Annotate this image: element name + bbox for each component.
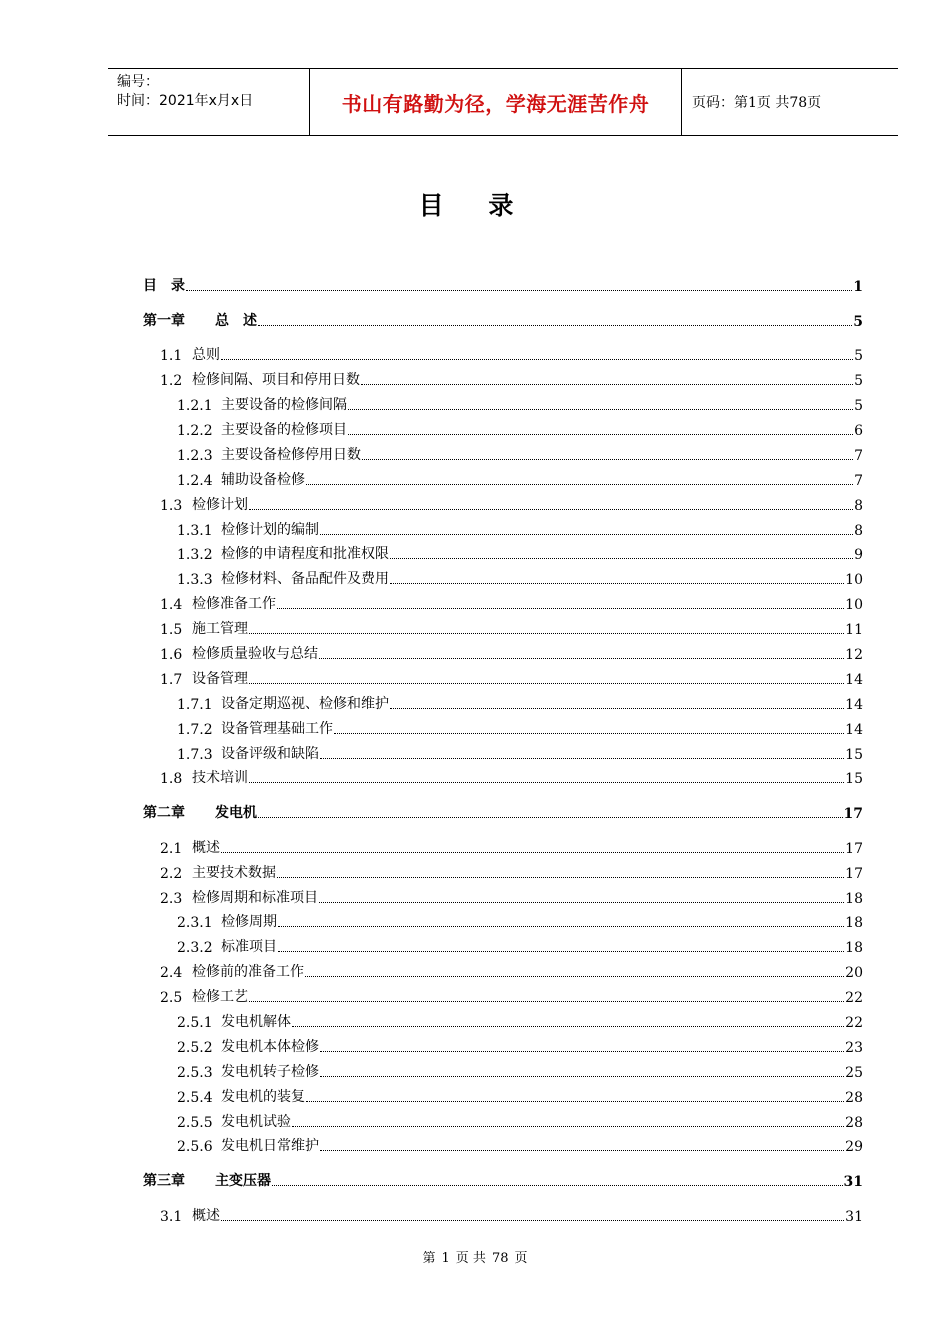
toc-entry-number: 第三章 [143, 1173, 185, 1190]
toc-entry-title: 发电机日常维护 [221, 1138, 319, 1155]
toc-dot-leader [258, 325, 852, 326]
toc-dot-leader [221, 852, 844, 853]
toc-dot-leader [272, 1185, 843, 1186]
toc-entry-number: 2.5.1 [177, 1015, 213, 1032]
toc-entry[interactable] [143, 663, 863, 688]
toc-dot-leader [320, 534, 853, 535]
toc-entry-number: 1.7.1 [177, 696, 213, 713]
toc-entry-page: 29 [845, 1139, 863, 1156]
footer-prefix: 第 [422, 1251, 436, 1266]
toc-entry-number: 1.8 [160, 771, 183, 788]
toc-entry-page: 14 [845, 696, 863, 713]
header-page-info: 页码：第1页 共78页 [692, 95, 822, 111]
toc-entry-number: 2.5.5 [177, 1114, 213, 1131]
toc-entry-page: 18 [845, 915, 863, 932]
toc-entry-number: 1.3 [160, 497, 183, 514]
toc-dot-leader [306, 1101, 844, 1102]
toc-entry-number: 2.4 [160, 965, 183, 982]
toc-entry-title: 设备管理 [192, 670, 248, 687]
toc-dot-leader [292, 1126, 844, 1127]
toc-dot-leader [390, 583, 844, 584]
toc-entry-page: 17 [843, 806, 863, 823]
toc-entry-page: 7 [854, 472, 863, 489]
toc-entry[interactable] [143, 364, 863, 389]
toc-entry-page: 22 [845, 1015, 863, 1032]
toc-entry[interactable] [143, 1081, 863, 1106]
toc-entry-page: 17 [845, 865, 863, 882]
toc-entry[interactable] [143, 738, 863, 763]
toc-entry-title: 发电机解体 [221, 1014, 291, 1031]
toc-entry-title: 检修周期 [221, 914, 277, 931]
toc-dot-leader [249, 683, 844, 684]
toc-entry[interactable] [143, 1165, 863, 1190]
toc-dot-leader [320, 758, 844, 759]
toc-entry-title: 施工管理 [192, 621, 248, 638]
toc-entry-page: 6 [854, 422, 863, 439]
toc-entry[interactable] [143, 489, 863, 514]
toc-entry[interactable] [143, 763, 863, 788]
footer-total-pages: 78 [491, 1251, 509, 1266]
toc-entry-title: 设备评级和缺陷 [221, 745, 319, 762]
toc-entry-page: 5 [854, 398, 863, 415]
toc-entry-page: 10 [845, 597, 863, 614]
toc-entry-page: 1 [853, 278, 863, 295]
toc-entry[interactable] [143, 563, 863, 588]
toc-entry[interactable] [143, 931, 863, 956]
toc-entry-title: 发电机试验 [221, 1113, 291, 1130]
toc-entry-number: 1.2 [160, 373, 183, 390]
toc-entry-title: 概述 [192, 839, 220, 856]
footer-current-page: 1 [441, 1251, 450, 1266]
toc-entry-page: 25 [845, 1064, 863, 1081]
toc-entry-page: 5 [854, 373, 863, 390]
toc-entry-page: 9 [854, 547, 863, 564]
page-title: 目 录 [418, 191, 532, 220]
toc-entry-page: 18 [845, 890, 863, 907]
toc-dot-leader [221, 359, 853, 360]
toc-dot-leader [320, 1076, 844, 1077]
toc-entry-title: 检修计划的编制 [221, 521, 319, 538]
time-label: 时间：2021年x月x日 [117, 93, 254, 109]
toc-entry-page: 17 [845, 840, 863, 857]
toc-entry-title: 检修质量验收与总结 [192, 645, 318, 662]
toc-entry-number: 第一章 [143, 312, 185, 329]
toc-entry-title: 检修的申请程度和批准权限 [221, 546, 389, 563]
toc-entry-number: 2.5.2 [177, 1039, 213, 1056]
toc-entry[interactable] [143, 514, 863, 539]
toc-entry-page: 10 [845, 572, 863, 589]
header-meta [108, 69, 310, 135]
toc-entry-page: 8 [854, 522, 863, 539]
toc-entry[interactable] [143, 414, 863, 439]
footer-suffix: 页 [514, 1251, 528, 1266]
toc-dot-leader [249, 509, 853, 510]
toc-entry-number: 1.5 [160, 622, 183, 639]
toc-entry-number: 1.7 [160, 671, 183, 688]
toc-entry-title: 标准项目 [221, 939, 277, 956]
toc-entry-page: 28 [845, 1089, 863, 1106]
toc-entry-number: 1.2.3 [177, 447, 213, 464]
toc-entry-number: 2.3.1 [177, 915, 213, 932]
toc-entry-title: 总 述 [215, 312, 257, 329]
toc-entry-number: 1.4 [160, 597, 183, 614]
toc-dot-leader [306, 484, 853, 485]
toc-entry-title: 检修计划 [192, 496, 248, 513]
toc-entry[interactable] [143, 857, 863, 882]
toc-entry-title: 检修工艺 [192, 989, 248, 1006]
toc-entry-title: 发电机的装复 [221, 1088, 305, 1105]
toc-entry-title: 主要设备的检修间隔 [221, 397, 347, 414]
toc-entry[interactable] [143, 981, 863, 1006]
toc-entry-number: 1.7.3 [177, 746, 213, 763]
toc-entry-page: 31 [845, 1208, 863, 1225]
toc-entry-title: 主要技术数据 [192, 864, 276, 881]
toc-entry-title: 设备定期巡视、检修和维护 [221, 695, 389, 712]
toc-dot-leader [278, 926, 844, 927]
toc-entry-number: 2.1 [160, 840, 183, 857]
toc-entry-number: 1.1 [160, 348, 183, 365]
toc-entry[interactable] [143, 688, 863, 713]
toc-entry-number: 第二章 [143, 805, 185, 822]
toc-entry-number: 2.2 [160, 865, 183, 882]
code-label: 编号： [117, 74, 159, 90]
toc-entry-page: 20 [845, 965, 863, 982]
toc-entry-title: 检修间隔、项目和停用日数 [192, 372, 360, 389]
toc-entry-title: 检修材料、备品配件及费用 [221, 571, 389, 588]
toc-dot-leader [186, 290, 852, 291]
toc-entry[interactable] [143, 832, 863, 857]
toc-dot-leader [258, 817, 843, 818]
toc-entry-title: 检修准备工作 [192, 596, 276, 613]
toc-entry-title: 主要设备的检修项目 [221, 421, 347, 438]
toc-entry-page: 8 [854, 497, 863, 514]
toc-entry-title: 目 录 [143, 277, 185, 294]
toc-entry-number: 1.6 [160, 646, 183, 663]
toc-entry-page: 11 [845, 622, 863, 639]
toc-entry[interactable] [143, 270, 863, 295]
toc-dot-leader [361, 384, 853, 385]
toc-entry-page: 15 [845, 746, 863, 763]
toc-entry-title: 检修前的准备工作 [192, 964, 304, 981]
toc-entry-title: 技术培训 [192, 770, 248, 787]
toc-entry-page: 22 [845, 990, 863, 1007]
toc-entry-page: 18 [845, 940, 863, 957]
header-motto: 书山有路勤为径，学海无涯苦作舟 [310, 69, 682, 135]
toc-entry-title: 概述 [192, 1207, 220, 1224]
toc-entry[interactable] [143, 1200, 863, 1225]
toc-entry-number: 3.1 [160, 1208, 183, 1225]
toc-entry-title: 发电机 [215, 805, 257, 822]
toc-entry[interactable] [143, 613, 863, 638]
toc-dot-leader [390, 708, 844, 709]
toc-entry-number: 1.3.1 [177, 522, 213, 539]
toc-entry-number: 1.3.2 [177, 547, 213, 564]
toc-entry-page: 23 [845, 1039, 863, 1056]
toc-dot-leader [221, 1220, 844, 1221]
toc-entry[interactable] [143, 638, 863, 663]
toc-entry-title: 主要设备检修停用日数 [221, 446, 361, 463]
toc-entry[interactable] [143, 464, 863, 489]
toc-entry-number: 1.7.2 [177, 721, 213, 738]
toc-dot-leader [305, 976, 844, 977]
toc-entry-page: 31 [843, 1174, 863, 1191]
toc-entry[interactable] [143, 588, 863, 613]
toc-dot-leader [249, 1001, 844, 1002]
page-header [108, 68, 898, 136]
toc-dot-leader [348, 409, 853, 410]
toc-entry-title: 主变压器 [215, 1173, 271, 1190]
toc-entry-title: 设备管理基础工作 [221, 720, 333, 737]
toc-dot-leader [319, 658, 844, 659]
toc-dot-leader [334, 733, 844, 734]
toc-entry[interactable] [143, 389, 863, 414]
toc-entry-title: 发电机本体检修 [221, 1038, 319, 1055]
toc-entry-number: 1.2.4 [177, 472, 213, 489]
table-of-contents [143, 270, 863, 1225]
toc-entry-page: 28 [845, 1114, 863, 1131]
toc-entry[interactable] [143, 907, 863, 932]
toc-entry-page: 14 [845, 721, 863, 738]
toc-dot-leader [320, 1051, 844, 1052]
toc-entry-page: 5 [854, 348, 863, 365]
toc-entry[interactable] [143, 1056, 863, 1081]
toc-entry-number: 2.5 [160, 990, 183, 1007]
toc-entry[interactable] [143, 1106, 863, 1131]
toc-entry[interactable] [143, 1006, 863, 1031]
toc-entry[interactable] [143, 1031, 863, 1056]
toc-dot-leader [319, 902, 844, 903]
toc-entry[interactable] [143, 797, 863, 822]
toc-entry-page: 5 [853, 313, 863, 330]
toc-entry-number: 2.5.3 [177, 1064, 213, 1081]
toc-entry-number: 1.2.2 [177, 422, 213, 439]
toc-entry-number: 2.3.2 [177, 940, 213, 957]
toc-entry-title: 辅助设备检修 [221, 471, 305, 488]
toc-dot-leader [292, 1026, 844, 1027]
toc-dot-leader [277, 608, 844, 609]
footer-middle: 页 共 [455, 1251, 486, 1266]
toc-dot-leader [390, 558, 853, 559]
toc-entry-number: 2.3 [160, 890, 183, 907]
page-footer [0, 1247, 950, 1266]
toc-entry[interactable] [143, 439, 863, 464]
toc-entry-page: 15 [845, 771, 863, 788]
toc-entry-page: 12 [845, 646, 863, 663]
toc-dot-leader [249, 633, 844, 634]
toc-entry-number: 1.3.3 [177, 572, 213, 589]
toc-entry[interactable] [143, 1131, 863, 1156]
toc-entry-number: 2.5.4 [177, 1089, 213, 1106]
toc-entry-title: 检修周期和标准项目 [192, 889, 318, 906]
toc-entry[interactable] [143, 713, 863, 738]
toc-dot-leader [249, 782, 844, 783]
toc-entry-page: 7 [854, 447, 863, 464]
toc-dot-leader [278, 951, 844, 952]
toc-entry[interactable] [143, 339, 863, 364]
toc-dot-leader [348, 434, 853, 435]
toc-dot-leader [320, 1150, 844, 1151]
toc-dot-leader [362, 459, 853, 460]
toc-entry-number: 2.5.6 [177, 1139, 213, 1156]
toc-entry[interactable] [143, 882, 863, 907]
toc-dot-leader [277, 877, 844, 878]
toc-entry-title: 总则 [192, 347, 220, 364]
toc-entry[interactable] [143, 539, 863, 564]
toc-entry-number: 1.2.1 [177, 398, 213, 415]
toc-entry[interactable] [143, 956, 863, 981]
toc-entry-title: 发电机转子检修 [221, 1063, 319, 1080]
toc-entry[interactable] [143, 305, 863, 330]
toc-entry-page: 14 [845, 671, 863, 688]
